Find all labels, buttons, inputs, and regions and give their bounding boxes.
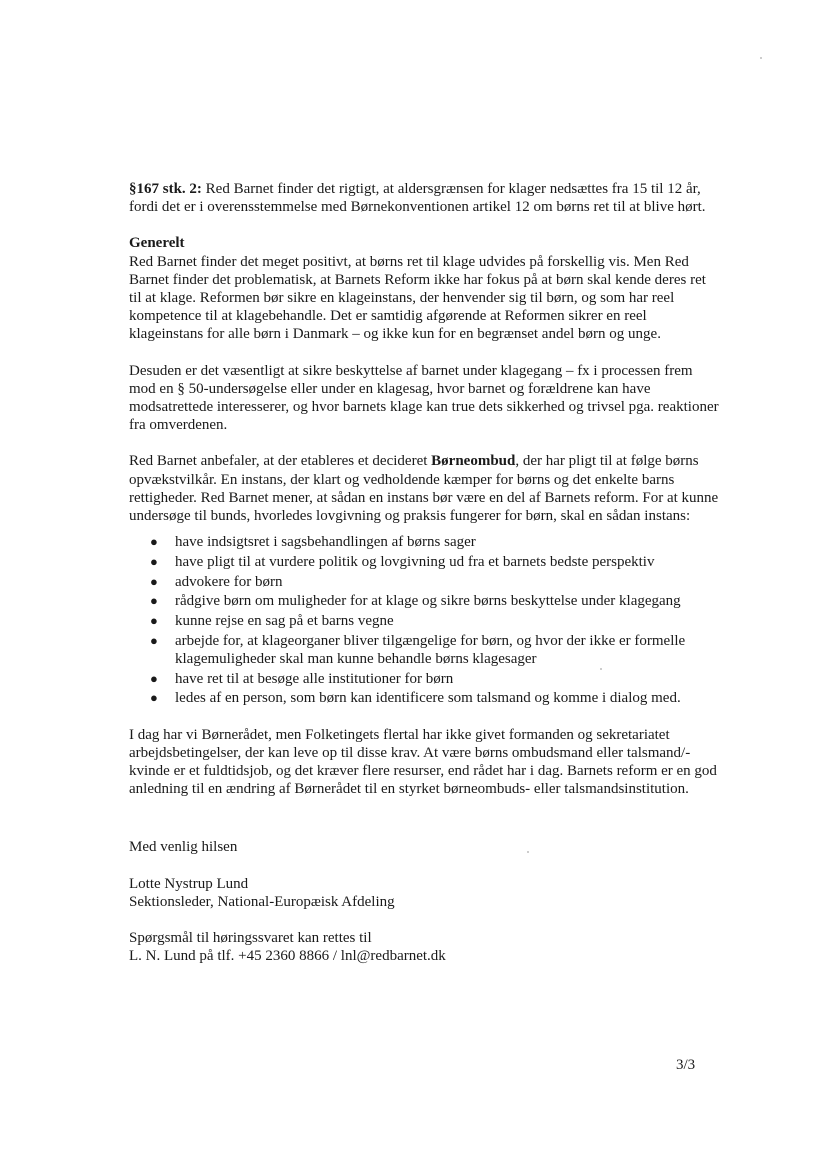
- ombud-text-before: Red Barnet anbefaler, at der etableres et decideret: [129, 453, 432, 470]
- signature-name: Lotte Nystrup Lund: [129, 875, 249, 892]
- bullet-icon: ●: [150, 632, 158, 648]
- ombud-text-after: , der har pligt til at følge børns opvækstvilkår. En instans, der klart og vedholdende kæmper for børns og det enkelte barns rettigheder. Red Barnet mener, at sådan en instans bør være en del af Barnets reform. For at kunne undersøge til bunds, hvorledes lovgivning og praksis fungerer for børn, skal en sådan instans:: [129, 453, 719, 525]
- bullet-icon: ●: [150, 690, 158, 706]
- bullet-icon: ●: [150, 670, 158, 686]
- list-item-text: advokere for børn: [175, 573, 283, 590]
- paragraph-ombud: [129, 452, 719, 525]
- ombud-bold-term: Børneombud: [431, 453, 516, 470]
- signature-title: Sektionsleder, National-Europæisk Afdeling: [129, 893, 395, 910]
- generelt-text: Red Barnet finder det meget positivt, at børns ret til klage udvides på forskellig vis. Men Red Barnet finder det problematisk, at Barnets Reform ikke har fokus på at børn skal kende deres ret til at klage. Reformen bør sikre en klageinstans, der henvender sig til børn, og som har reel kompetence til at klagebehandle. Det er samtidig afgørende at Reformen sikrer en reel klageinstans for alle børn i Danmark – og ikke kun for en begrænset andel børn og unge.: [129, 253, 706, 343]
- list-item: [148, 632, 719, 668]
- paragraph-bornerad: I dag har vi Børnerådet, men Folketingets flertal har ikke givet formanden og sekretariatet arbejdsbetingelser, der kan leve op til disse krav. At være børns ombudsmand eller talsmand/-kvinde er et fuldtidsjob, og det kræver flere resurser, end rådet har i dag. Barnets reform er en god anledning til en ændring af Børnerådet til en styrket børneombuds- eller talsmandsinstitution.: [129, 726, 717, 798]
- document-body: [129, 180, 719, 983]
- list-item-text: kunne rejse en sag på et barns vegne: [175, 613, 394, 630]
- list-item: [148, 689, 719, 707]
- recommendation-list: [129, 533, 719, 707]
- bullet-icon: ●: [150, 573, 158, 589]
- closing-greeting: Med venlig hilsen: [129, 839, 238, 856]
- bullet-icon: ●: [150, 553, 158, 569]
- list-item: [148, 670, 719, 688]
- section-167-text: Red Barnet finder det rigtigt, at aldersgrænsen for klager nedsættes fra 15 til 12 år, fordi det er i overensstemmelse med Børnekonventionen artikel 12 om børns ret til at blive hørt.: [129, 181, 706, 216]
- spacer: [129, 816, 719, 838]
- list-item-text: arbejde for, at klageorganer bliver tilgængelige for børn, og hvor der ikke er formelle klagemuligheder skal man kunne behandle børns klagesager: [175, 632, 686, 667]
- bullet-icon: ●: [150, 613, 158, 629]
- list-item-text: have pligt til at vurdere politik og lovgivning ud fra et barnets bedste perspektiv: [175, 553, 655, 570]
- list-item: [148, 592, 719, 610]
- bullet-icon: ●: [150, 593, 158, 609]
- contact-line-2: L. N. Lund på tlf. +45 2360 8866 / lnl@redbarnet.dk: [129, 948, 446, 965]
- paragraph-section-167: [129, 180, 719, 216]
- list-item: [148, 553, 719, 571]
- paragraph-generelt: [129, 234, 719, 343]
- section-reference: §167 stk. 2:: [129, 181, 202, 197]
- bullet-icon: ●: [150, 534, 158, 550]
- paragraph-protection: Desuden er det væsentligt at sikre beskyttelse af barnet under klagegang – fx i processen frem mod en § 50-undersøgelse eller under en klagesag, hvor barnet og forældrene kan have modsatrettede interesserer, og hvor barnets klage kan true dets sikkerhed og trivsel pga. reaktioner fra omverdenen.: [129, 362, 719, 434]
- scan-speck: [600, 668, 602, 670]
- scan-speck: [760, 57, 762, 59]
- page-number: 3/3: [676, 1057, 696, 1073]
- contact-line-1: Spørgsmål til høringssvaret kan rettes til: [129, 930, 372, 946]
- list-item: [148, 573, 719, 591]
- list-item-text: have ret til at besøge alle institutioner for børn: [175, 670, 454, 687]
- list-item: [148, 533, 719, 551]
- list-item: [148, 612, 719, 630]
- list-item-text: have indsigtsret i sagsbehandlingen af børns sager: [175, 534, 476, 551]
- list-item-text: ledes af en person, som børn kan identificere som talsmand og komme i dialog med.: [175, 690, 681, 707]
- signature-block: [129, 875, 719, 911]
- list-item-text: rådgive børn om muligheder for at klage og sikre børns beskyttelse under klagegang: [175, 593, 681, 610]
- scan-speck: [527, 851, 529, 853]
- contact-block: [129, 929, 719, 965]
- heading-generelt: Generelt: [129, 235, 185, 252]
